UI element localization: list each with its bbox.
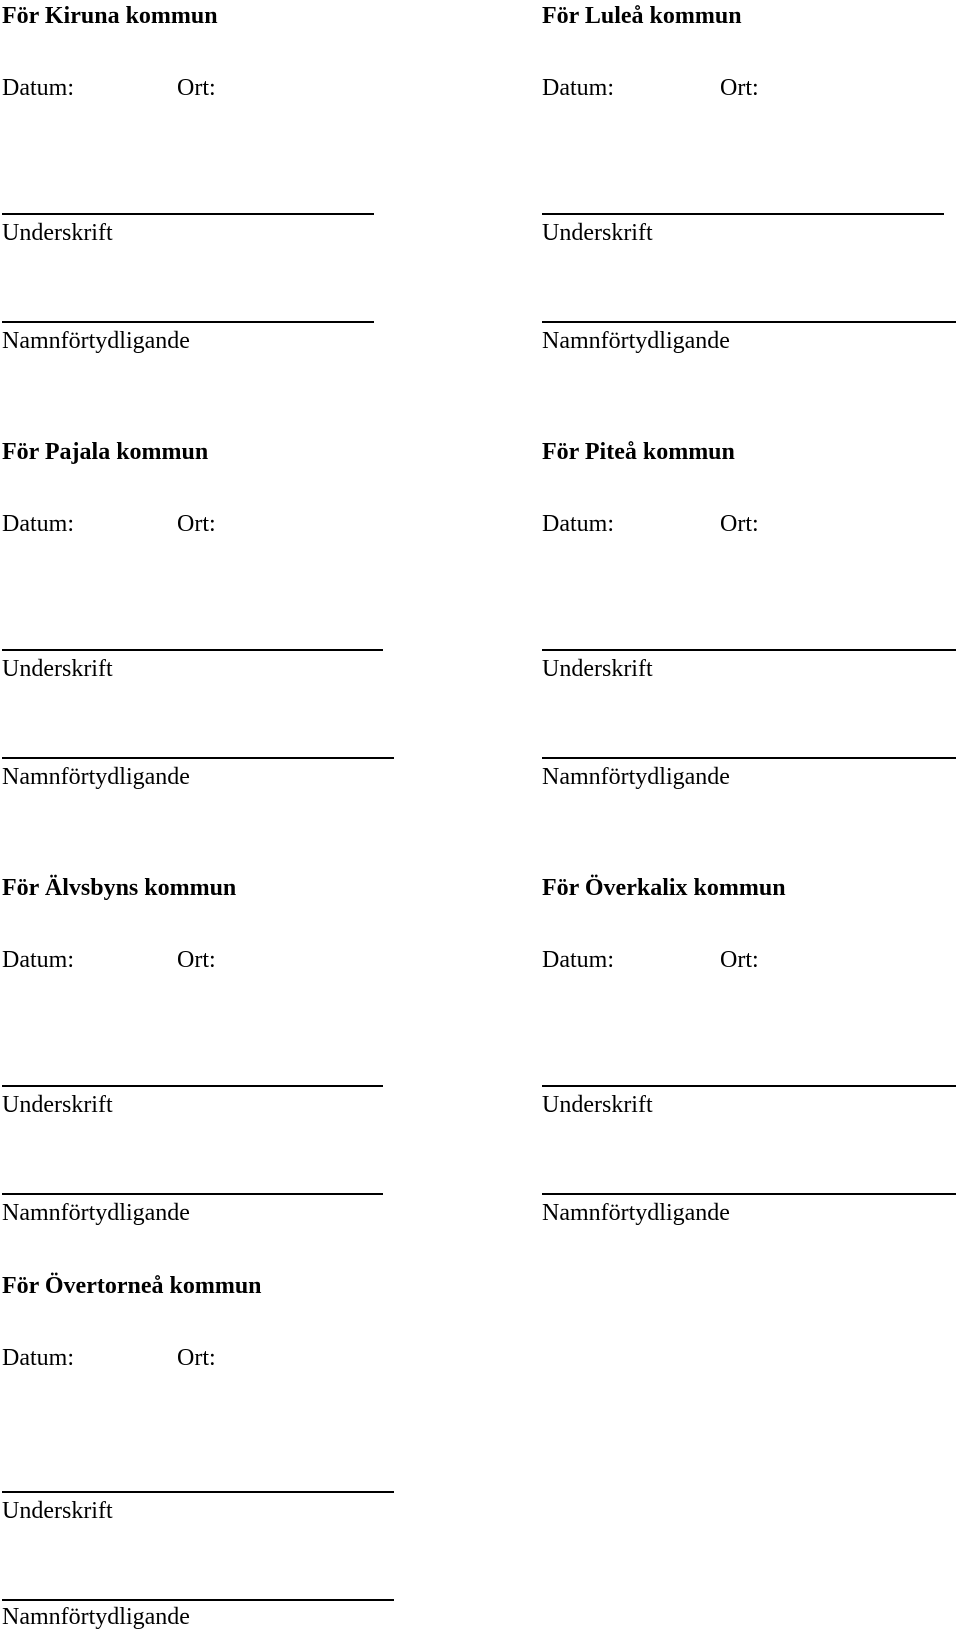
name-clarification-label: Namnförtydligande xyxy=(2,1604,190,1630)
signature-line xyxy=(2,649,383,651)
name-clarification-label: Namnförtydligande xyxy=(542,328,730,354)
block-heading: För Älvsbyns kommun xyxy=(2,875,237,901)
block-heading: För Pajala kommun xyxy=(2,439,209,465)
name-clarification-line xyxy=(2,757,394,759)
name-clarification-label: Namnförtydligande xyxy=(542,764,730,790)
date-label: Datum: xyxy=(2,947,74,973)
signature-label: Underskrift xyxy=(2,1498,113,1524)
date-label: Datum: xyxy=(542,511,614,537)
date-label: Datum: xyxy=(542,947,614,973)
place-label: Ort: xyxy=(720,947,759,973)
place-label: Ort: xyxy=(720,75,759,101)
signature-line xyxy=(542,649,956,651)
signature-label: Underskrift xyxy=(2,1092,113,1118)
date-label: Datum: xyxy=(2,75,74,101)
place-label: Ort: xyxy=(177,1345,216,1371)
block-heading: För Överkalix kommun xyxy=(542,875,786,901)
signature-block-alvsbyn xyxy=(2,872,432,1232)
signature-line xyxy=(2,1491,394,1493)
signature-block-pajala xyxy=(2,436,432,796)
date-label: Datum: xyxy=(2,511,74,537)
signature-block-lulea xyxy=(542,0,960,360)
place-label: Ort: xyxy=(177,947,216,973)
place-label: Ort: xyxy=(177,511,216,537)
signature-block-overtornea xyxy=(2,1270,432,1630)
name-clarification-line xyxy=(2,1599,394,1601)
block-heading: För Övertorneå kommun xyxy=(2,1273,262,1299)
name-clarification-line xyxy=(542,321,956,323)
name-clarification-line xyxy=(542,757,956,759)
name-clarification-label: Namnförtydligande xyxy=(2,1200,190,1226)
name-clarification-line xyxy=(542,1193,956,1195)
signature-label: Underskrift xyxy=(542,1092,653,1118)
date-label: Datum: xyxy=(542,75,614,101)
signature-block-overkalix xyxy=(542,872,960,1232)
signature-line xyxy=(2,213,374,215)
place-label: Ort: xyxy=(720,511,759,537)
signature-label: Underskrift xyxy=(2,656,113,682)
signature-block-pitea xyxy=(542,436,960,796)
signature-label: Underskrift xyxy=(2,220,113,246)
signature-line xyxy=(542,213,944,215)
name-clarification-label: Namnförtydligande xyxy=(2,764,190,790)
signature-label: Underskrift xyxy=(542,220,653,246)
signature-label: Underskrift xyxy=(542,656,653,682)
name-clarification-line xyxy=(2,321,374,323)
signature-block-kiruna xyxy=(2,0,432,360)
date-label: Datum: xyxy=(2,1345,74,1371)
signature-line xyxy=(542,1085,956,1087)
name-clarification-line xyxy=(2,1193,383,1195)
name-clarification-label: Namnförtydligande xyxy=(2,328,190,354)
signature-line xyxy=(2,1085,383,1087)
place-label: Ort: xyxy=(177,75,216,101)
block-heading: För Piteå kommun xyxy=(542,439,735,465)
name-clarification-label: Namnförtydligande xyxy=(542,1200,730,1226)
block-heading: För Kiruna kommun xyxy=(2,3,218,29)
block-heading: För Luleå kommun xyxy=(542,3,742,29)
